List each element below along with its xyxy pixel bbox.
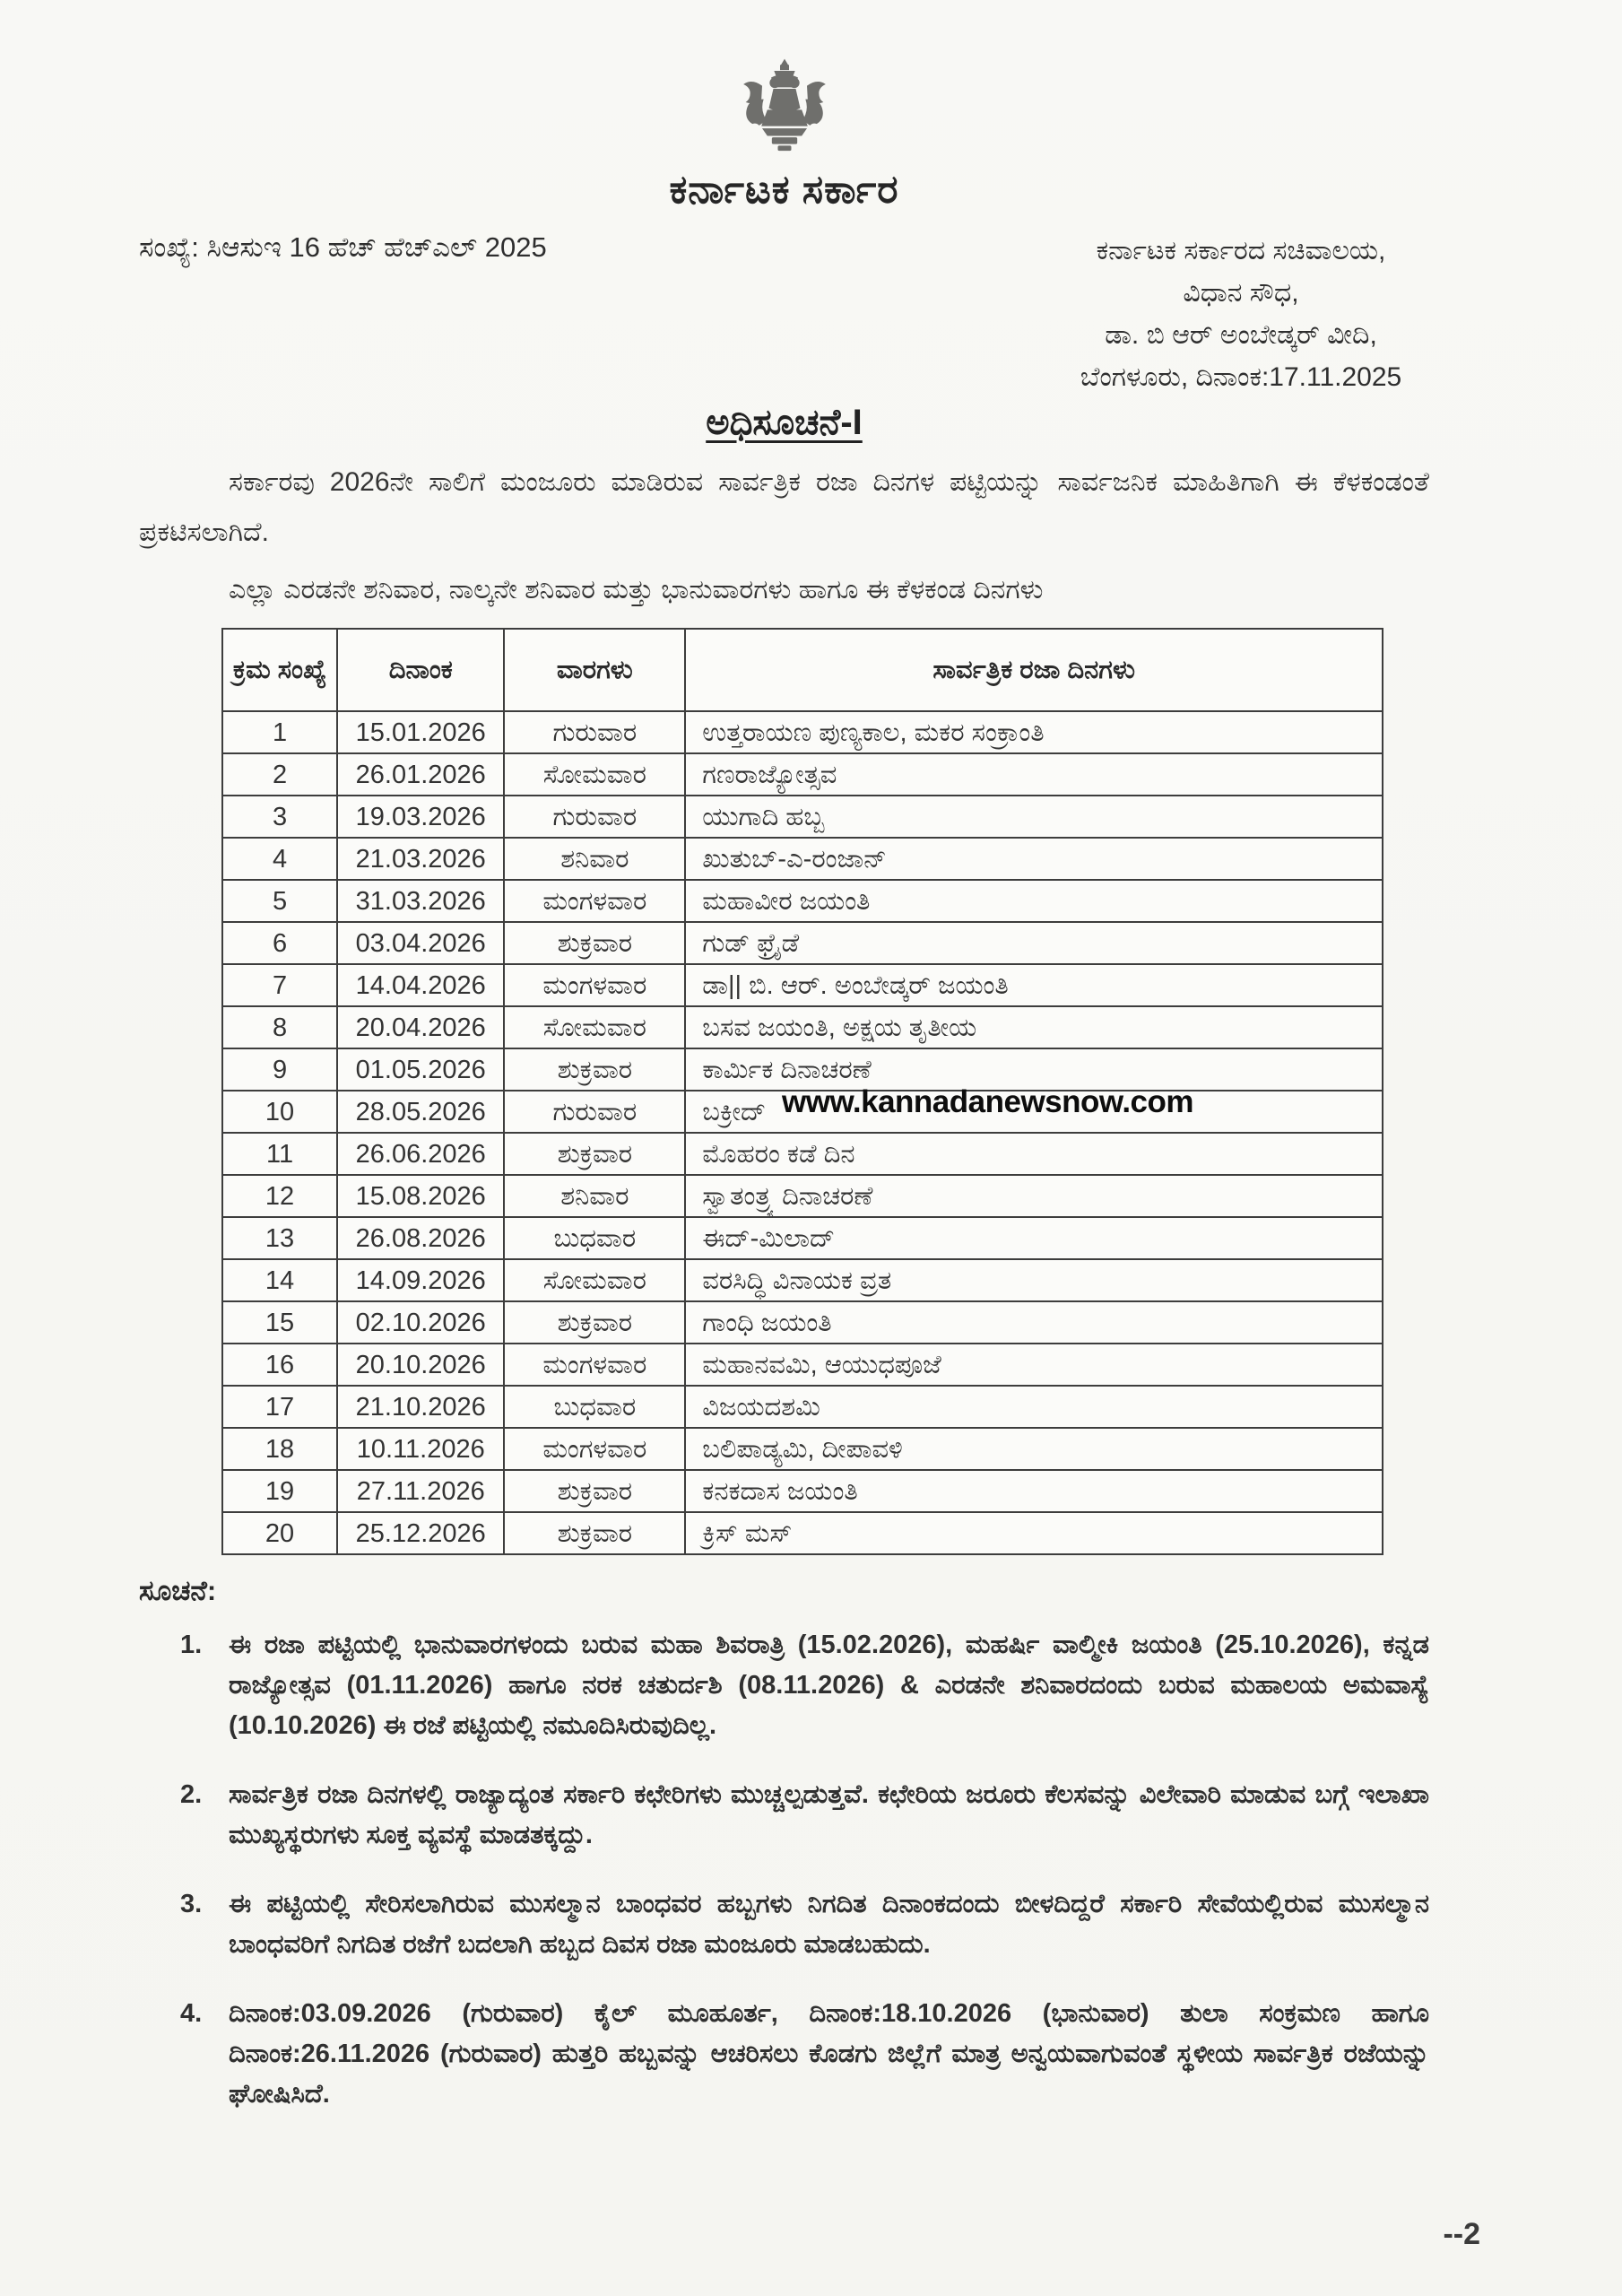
holiday-table-row — [222, 753, 1383, 796]
date-cell: 28.05.2026 — [337, 1091, 504, 1133]
table-header-cell: ಕ್ರಮ ಸಂಖ್ಯೆ — [222, 629, 337, 711]
weekday-cell: ಗುರುವಾರ — [504, 796, 685, 838]
note-text: ಈ ಪಟ್ಟಿಯಲ್ಲಿ ಸೇರಿಸಲಾಗಿರುವ ಮುಸಲ್ಮಾನ ಬಾಂಧವರ ಹಬ್ಬಗಳು ನಿಗದಿತ ದಿನಾಂಕದಂದು ಬೀಳದಿದ್ದರೆ ಸರ್ಕಾರಿ ಸೇವೆಯಲ್ಲಿರುವ ಮುಸಲ್ಮಾನ ಬಾಂಧವರಿಗೆ ನಿಗದಿತ ರಜೆಗೆ ಬದಲಾಗಿ ಹಬ್ಬದ ದಿವಸ ರಜಾ ಮಂಜೂರು ಮಾಡಬಹುದು. — [229, 1890, 1429, 1959]
holiday-name-cell: ಬಸವ ಜಯಂತಿ, ಅಕ್ಷಯ ತೃತೀಯ — [685, 1006, 1383, 1048]
address-line: ಡಾ. ಬಿ ಆರ್ ಅಂಬೇಡ್ಕರ್ ವೀದಿ, — [1105, 320, 1377, 350]
holiday-name-cell: ಖುತುಬ್-ಎ-ರಂಜಾನ್ — [685, 838, 1383, 880]
holiday-table-row — [222, 1175, 1383, 1217]
weekday-cell: ಮಂಗಳವಾರ — [504, 880, 685, 922]
note-text: ಈ ರಜಾ ಪಟ್ಟಿಯಲ್ಲಿ ಭಾನುವಾರಗಳಂದು ಬರುವ ಮಹಾ ಶಿವರಾತ್ರಿ (15.02.2026), ಮಹರ್ಷಿ ವಾಲ್ಮೀಕಿ ಜಯಂತಿ (25.10.2026), ಕನ್ನಡ ರಾಜ್ಯೋತ್ಸವ (01.11.2026) ಹಾಗೂ ನರಕ ಚತುರ್ದಶಿ (08.11.2026) & ಎರಡನೇ ಶನಿವಾರದಂದು ಬರುವ ಮಹಾಲಯ ಅಮವಾಸ್ಯೆ (10.10.2026) ಈ ರಜೆ ಪಟ್ಟಿಯಲ್ಲಿ ನಮೂದಿಸಿರುವುದಿಲ್ಲ. — [229, 1631, 1429, 1740]
address-line: ಬೆಂಗಳೂರು, ದಿನಾಂಕ:17.11.2025 — [1080, 362, 1402, 392]
weekday-cell: ಸೋಮವಾರ — [504, 1006, 685, 1048]
weekday-cell: ಶನಿವಾರ — [504, 1175, 685, 1217]
weekday-cell: ಶುಕ್ರವಾರ — [504, 1470, 685, 1512]
date-cell: 25.12.2026 — [337, 1512, 504, 1554]
note-text: ಸಾರ್ವತ್ರಿಕ ರಜಾ ದಿನಗಳಲ್ಲಿ ರಾಜ್ಯಾದ್ಯಂತ ಸರ್ಕಾರಿ ಕಛೇರಿಗಳು ಮುಚ್ಚಲ್ಪಡುತ್ತವೆ. ಕಛೇರಿಯ ಜರೂರು ಕೆಲಸವನ್ನು ವಿಲೇವಾರಿ ಮಾಡುವ ಬಗ್ಗೆ ಇಲಾಖಾ ಮುಖ್ಯಸ್ಥರುಗಳು ಸೂಕ್ತ ವ್ಯವಸ್ಥೆ ಮಾಡತಕ್ಕದ್ದು. — [229, 1780, 1429, 1849]
date-cell: 27.11.2026 — [337, 1470, 504, 1512]
government-title: ಕರ್ನಾಟಕ ಸರ್ಕಾರ — [669, 168, 899, 212]
serial-number-cell: 3 — [222, 796, 337, 838]
weekday-cell: ಶುಕ್ರವಾರ — [504, 1048, 685, 1091]
weekday-cell: ಸೋಮವಾರ — [504, 1259, 685, 1301]
address-line: ಕರ್ನಾಟಕ ಸರ್ಕಾರದ ಸಚಿವಾಲಯ, — [1096, 236, 1386, 265]
date-cell: 26.08.2026 — [337, 1217, 504, 1259]
date-cell: 02.10.2026 — [337, 1301, 504, 1344]
holiday-table-row — [222, 1301, 1383, 1344]
weekday-cell: ಗುರುವಾರ — [504, 711, 685, 753]
date-cell: 10.11.2026 — [337, 1428, 504, 1470]
serial-number-cell: 2 — [222, 753, 337, 796]
reference-number: ಸಂಖ್ಯೆ: ಸಿಆಸುಇ 16 ಹೆಚ್ ಹೆಚ್ಎಲ್ 2025 — [139, 231, 547, 263]
weekday-cell: ಶನಿವಾರ — [504, 838, 685, 880]
note-text: ದಿನಾಂಕ:03.09.2026 (ಗುರುವಾರ) ಕೈಲ್ ಮೂಹೂರ್ತ, ದಿನಾಂಕ:18.10.2026 (ಭಾನುವಾರ) ತುಲಾ ಸಂಕ್ರಮಣ ಹಾಗೂ ದಿನಾಂಕ:26.11.2026 (ಗುರುವಾರ) ಹುತ್ತರಿ ಹಬ್ಬವನ್ನು ಆಚರಿಸಲು ಕೊಡಗು ಜಿಲ್ಲೆಗೆ ಮಾತ್ರ ಅನ್ವಯವಾಗುವಂತೆ ಸ್ಥಳೀಯ ಸಾರ್ವತ್ರಿಕ ರಜೆಯನ್ನು ಘೋಷಿಸಿದೆ. — [229, 1999, 1429, 2109]
notes-list — [139, 1625, 1429, 2115]
holiday-table-row — [222, 1217, 1383, 1259]
serial-number-cell: 16 — [222, 1344, 337, 1386]
date-cell: 21.10.2026 — [337, 1386, 504, 1428]
weekday-cell: ಶುಕ್ರವಾರ — [504, 1133, 685, 1175]
note-item — [139, 1994, 1429, 2115]
holiday-table-row — [222, 1133, 1383, 1175]
holiday-name-cell: ಕನಕದಾಸ ಜಯಂತಿ — [685, 1470, 1383, 1512]
weekday-cell: ಮಂಗಳವಾರ — [504, 1344, 685, 1386]
holiday-name-cell: ಈದ್-ಮಿಲಾದ್ — [685, 1217, 1383, 1259]
weekday-cell: ಶುಕ್ರವಾರ — [504, 1512, 685, 1554]
holiday-table-row — [222, 838, 1383, 880]
holiday-name-cell: ಗಾಂಧಿ ಜಯಂತಿ — [685, 1301, 1383, 1344]
address-line: ವಿಧಾನ ಸೌಧ, — [1183, 278, 1299, 308]
holiday-name-cell: ಗುಡ್ ಫ್ರೈಡೆ — [685, 922, 1383, 964]
holiday-table-row — [222, 880, 1383, 922]
serial-number-cell: 7 — [222, 964, 337, 1006]
serial-number-cell: 20 — [222, 1512, 337, 1554]
table-header-cell: ಸಾರ್ವತ್ರಿಕ ರಜಾ ದಿನಗಳು — [685, 629, 1383, 711]
holiday-table-row — [222, 711, 1383, 753]
date-cell: 19.03.2026 — [337, 796, 504, 838]
serial-number-cell: 1 — [222, 711, 337, 753]
serial-number-cell: 14 — [222, 1259, 337, 1301]
reference-address-row — [139, 230, 1429, 398]
holiday-name-cell: ಮಹಾವೀರ ಜಯಂತಿ — [685, 880, 1383, 922]
holiday-table-row — [222, 1344, 1383, 1386]
note-number: 2. — [180, 1780, 203, 1809]
holiday-name-cell: ಮೊಹರಂ ಕಡೆ ದಿನ — [685, 1133, 1383, 1175]
intro-paragraph-2: ಎಲ್ಲಾ ಎರಡನೇ ಶನಿವಾರ, ನಾಲ್ಕನೇ ಶನಿವಾರ ಮತ್ತು ಭಾನುವಾರಗಳು ಹಾಗೂ ಈ ಕೆಳಕಂಡ ದಿನಗಳು — [229, 575, 1044, 604]
holiday-name-cell: ಮಹಾನವಮಿ, ಆಯುಧಪೂಜೆ — [685, 1344, 1383, 1386]
serial-number-cell: 8 — [222, 1006, 337, 1048]
note-item — [139, 1625, 1429, 1746]
weekday-cell: ಶುಕ್ರವಾರ — [504, 922, 685, 964]
note-item — [139, 1884, 1429, 1965]
serial-number-cell: 5 — [222, 880, 337, 922]
page-number-footer: --2 — [1443, 2217, 1480, 2251]
holiday-name-cell: ವಿಜಯದಶಮಿ — [685, 1386, 1383, 1428]
holiday-table-row — [222, 1428, 1383, 1470]
note-number: 4. — [180, 1999, 203, 2028]
serial-number-cell: 9 — [222, 1048, 337, 1091]
secretariat-address-block — [1053, 230, 1429, 398]
holiday-name-cell: ಬಲಿಪಾಡ್ಯಮಿ, ದೀಪಾವಳಿ — [685, 1428, 1383, 1470]
date-cell: 14.04.2026 — [337, 964, 504, 1006]
weekday-cell: ಶುಕ್ರವಾರ — [504, 1301, 685, 1344]
holiday-name-cell: ಯುಗಾದಿ ಹಬ್ಬ — [685, 796, 1383, 838]
date-cell: 20.10.2026 — [337, 1344, 504, 1386]
holiday-name-cell: ಉತ್ತರಾಯಣ ಪುಣ್ಯಕಾಲ, ಮಕರ ಸಂಕ್ರಾಂತಿ — [685, 711, 1383, 753]
holiday-table-row — [222, 1470, 1383, 1512]
serial-number-cell: 15 — [222, 1301, 337, 1344]
date-cell: 31.03.2026 — [337, 880, 504, 922]
holiday-table-row — [222, 796, 1383, 838]
weekday-cell: ಸೋಮವಾರ — [504, 753, 685, 796]
table-header-cell: ದಿನಾಂಕ — [337, 629, 504, 711]
holiday-name-cell: ಸ್ವಾತಂತ್ರ್ಯ ದಿನಾಚರಣೆ — [685, 1175, 1383, 1217]
holiday-table-row — [222, 1386, 1383, 1428]
holiday-table-row — [222, 1512, 1383, 1554]
weekday-cell: ಮಂಗಳವಾರ — [504, 964, 685, 1006]
notes-heading: ಸೂಚನೆ: — [139, 1575, 217, 1606]
holiday-table-row — [222, 1006, 1383, 1048]
date-cell: 26.06.2026 — [337, 1133, 504, 1175]
date-cell: 20.04.2026 — [337, 1006, 504, 1048]
date-cell: 01.05.2026 — [337, 1048, 504, 1091]
news-site-watermark: www.kannadanewsnow.com — [782, 1084, 1194, 1119]
holiday-table-row — [222, 1259, 1383, 1301]
note-number: 1. — [180, 1631, 203, 1659]
serial-number-cell: 13 — [222, 1217, 337, 1259]
note-item — [139, 1775, 1429, 1856]
holiday-name-cell: ಡಾ|| ಬಿ. ಆರ್. ಅಂಬೇಡ್ಕರ್ ಜಯಂತಿ — [685, 964, 1383, 1006]
serial-number-cell: 6 — [222, 922, 337, 964]
holiday-name-cell: ಕಾರ್ಮಿಕ ದಿನಾಚರಣೆ — [685, 1048, 1383, 1091]
weekday-cell: ಗುರುವಾರ — [504, 1091, 685, 1133]
holiday-table-row — [222, 922, 1383, 964]
serial-number-cell: 10 — [222, 1091, 337, 1133]
holiday-name-cell: ಬಕ್ರೀದ್ — [685, 1091, 1383, 1133]
weekday-cell: ಬುಧವಾರ — [504, 1386, 685, 1428]
intro-paragraph-1: ಸರ್ಕಾರವು 2026ನೇ ಸಾಲಿಗೆ ಮಂಜೂರು ಮಾಡಿರುವ ಸಾರ್ವತ್ರಿಕ ರಜಾ ದಿನಗಳ ಪಟ್ಟಿಯನ್ನು ಸಾರ್ವಜನಿಕ ಮಾಹಿತಿಗಾಗಿ ಈ ಕೆಳಕಂಡಂತೆ ಪ್ರಕಟಿಸಲಾಗಿದೆ. — [139, 467, 1429, 547]
serial-number-cell: 12 — [222, 1175, 337, 1217]
holiday-name-cell: ಕ್ರಿಸ್ ಮಸ್ — [685, 1512, 1383, 1554]
date-cell: 26.01.2026 — [337, 753, 504, 796]
serial-number-cell: 11 — [222, 1133, 337, 1175]
weekday-cell: ಮಂಗಳವಾರ — [504, 1428, 685, 1470]
serial-number-cell: 4 — [222, 838, 337, 880]
date-cell: 15.08.2026 — [337, 1175, 504, 1217]
serial-number-cell: 18 — [222, 1428, 337, 1470]
serial-number-cell: 17 — [222, 1386, 337, 1428]
notification-title: ಅಧಿಸೂಚನೆ-I — [706, 403, 863, 442]
note-number: 3. — [180, 1890, 203, 1918]
holiday-table-row — [222, 964, 1383, 1006]
holiday-name-cell: ಗಣರಾಜ್ಯೋತ್ಸವ — [685, 753, 1383, 796]
serial-number-cell: 19 — [222, 1470, 337, 1512]
date-cell: 03.04.2026 — [337, 922, 504, 964]
date-cell: 14.09.2026 — [337, 1259, 504, 1301]
header-emblem-wrap — [139, 56, 1429, 161]
holiday-name-cell: ವರಸಿದ್ಧಿ ವಿನಾಯಕ ವ್ರತ — [685, 1259, 1383, 1301]
table-header-row — [222, 629, 1383, 711]
table-header-cell: ವಾರಗಳು — [504, 629, 685, 711]
date-cell: 21.03.2026 — [337, 838, 504, 880]
weekday-cell: ಬುಧವಾರ — [504, 1217, 685, 1259]
date-cell: 15.01.2026 — [337, 711, 504, 753]
karnataka-emblem-icon — [740, 56, 829, 158]
